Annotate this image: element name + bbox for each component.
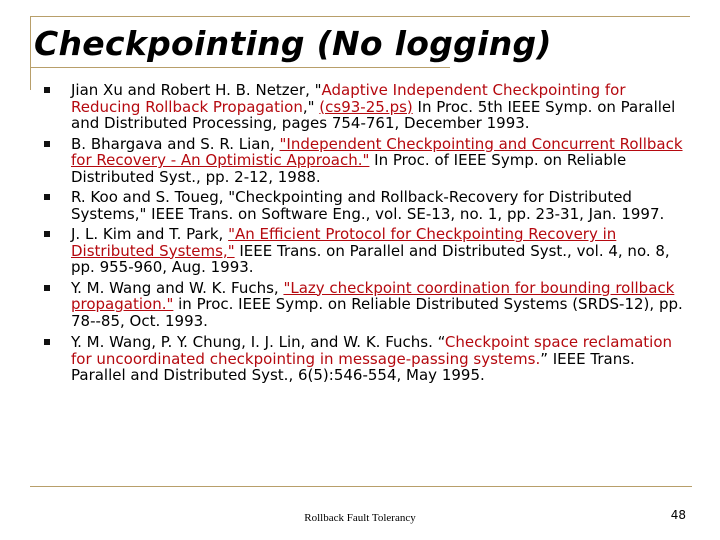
reference-link[interactable]: "Lazy checkpoint coordination for bounding rollback propagation." [71,278,675,313]
left-frame-rule [30,16,31,90]
reference-text: In Proc. of IEEE Symp. on Reliable Distributed Syst., pp. 2-12, 1988. [71,151,627,186]
footer-rule [30,486,692,487]
reference-list [44,82,684,384]
reference-text: ” IEEE Trans. Parallel and Distributed Syst., 6(5):546-554, May 1995. [71,349,635,384]
slide-title: Checkpointing (No logging) [34,24,552,63]
reference-text: in Proc. IEEE Symp. on Reliable Distributed Systems (SRDS-12), pp. 78--85, Oct. 1993. [71,295,683,330]
reference-link[interactable]: "Independent Checkpointing and Concurrent Rollback for Recovery - An Optimistic Approach." [71,134,683,169]
reference-item [44,189,684,222]
reference-item [44,226,684,276]
reference-text: Y. M. Wang and W. K. Fuchs, [71,278,284,297]
reference-title: Adaptive Independent Checkpointing for Reducing Rollback Propagation [71,81,626,116]
reference-text: ," [302,97,320,116]
reference-link[interactable]: "An Efficient Protocol for Checkpointing Recovery in Distributed Systems," [71,225,617,260]
reference-item [44,334,684,384]
square-bullet-icon [44,231,50,237]
reference-text: R. Koo and S. Toueg, "Checkpointing and Rollback-Recovery for Distributed Systems," IEEE Trans. on Software Eng., vol. SE-13, no. 1, pp. 23-31, Jan. 1997. [71,188,665,223]
square-bullet-icon [44,87,50,93]
reference-title: Checkpoint space reclamation for uncoordinated checkpointing in message-passing systems. [71,333,673,368]
title-underline-rule [30,67,450,68]
reference-text: Jian Xu and Robert H. B. Netzer, " [71,81,322,99]
reference-text: Y. M. Wang, P. Y. Chung, I. J. Lin, and W. K. Fuchs. “ [71,333,445,351]
footer-text: Rollback Fault Tolerancy [304,512,416,524]
square-bullet-icon [44,339,50,345]
reference-item [44,136,684,186]
reference-link[interactable]: (cs93-25.ps) [319,97,413,116]
reference-text: B. Bhargava and S. R. Lian, [71,134,280,153]
square-bullet-icon [44,285,50,291]
reference-text: In Proc. 5th IEEE Symp. on Parallel and Distributed Processing, pages 754-761, December 1993. [71,97,676,132]
top-frame-rule [30,16,690,17]
reference-text: IEEE Trans. on Parallel and Distributed Syst., vol. 4, no. 8, pp. 955-960, Aug. 1993. [71,241,670,276]
square-bullet-icon [44,141,50,147]
page-number: 48 [670,508,686,522]
reference-item [44,280,684,330]
reference-text: J. L. Kim and T. Park, [71,225,229,243]
reference-item [44,82,684,132]
square-bullet-icon [44,194,50,200]
